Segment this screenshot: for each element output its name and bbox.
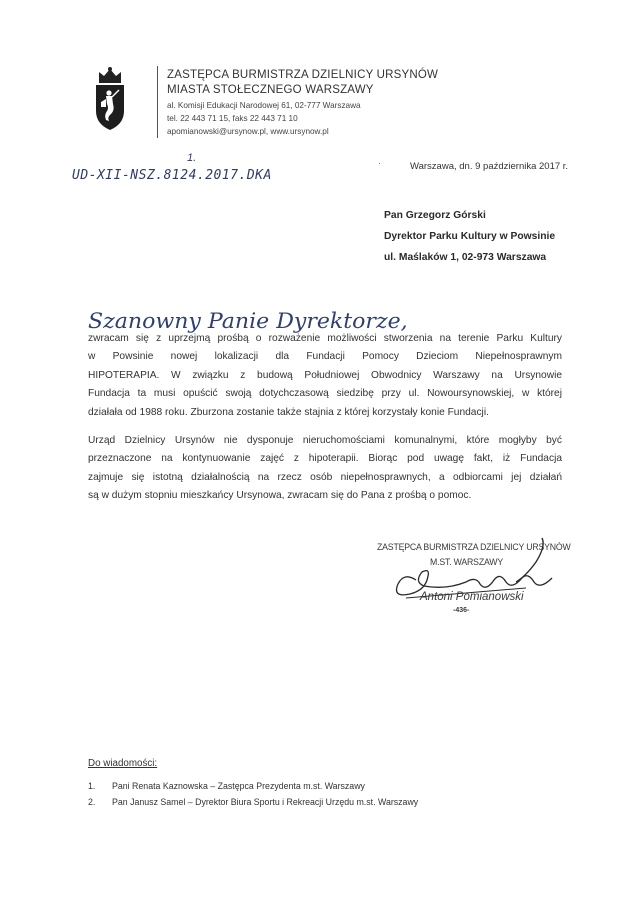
org-phone: tel. 22 443 71 15, faks 22 443 71 10 — [167, 114, 298, 123]
body-paragraph-2 — [88, 432, 562, 506]
salutation-handwritten: Szanowny Panie Dyrektorze, — [88, 309, 408, 333]
cc-item-number: 2. — [88, 797, 96, 807]
cc-title: Do wiadomości: — [88, 758, 158, 769]
separator-dot: · — [378, 158, 381, 168]
org-address: al. Komisji Edukacji Narodowej 61, 02-777 Warszawa — [167, 101, 361, 110]
stamp-title-line2: M.ST. WARSZAWY — [430, 557, 504, 568]
date-line: Warszawa, dn. 9 października 2017 r. — [410, 161, 569, 172]
cc-item-number: 1. — [88, 781, 96, 791]
body-line: są w dużym stopniu mieszkańcy Ursynowa, zwracam się do Pana z prośbą o pomoc. — [88, 490, 472, 502]
body-line: działała od 1988 roku. Zburzona zostanie także stajnia z której korzystały konie Fundacji. — [88, 406, 489, 418]
signatory-name: Antoni Pomianowski — [420, 591, 524, 603]
body-line: w Powsinie nowej lokalizacji dla Fundacji Pomocy Dzieciom Niepełnosprawnym — [88, 351, 562, 363]
body-line: przeznaczone na kontynuowanie zajęć z hipoterapii. Biorąc pod uwagę fakt, iż Fundacja — [88, 453, 562, 465]
recipient-title: Dyrektor Parku Kultury w Powsinie — [384, 231, 556, 242]
body-line: Urząd Dzielnicy Ursynów nie dysponuje nieruchomościami komunalnymi, które mogłyby być — [88, 435, 562, 446]
body-line: zwracam się z uprzejmą prośbą o rozważenie możliwości stworzenia na terenie Parku Kultury — [88, 333, 562, 344]
stamp-number: -436- — [453, 607, 470, 614]
cc-item-text: Pan Janusz Samel – Dyrektor Biura Sportu i Rekreacji Urzędu m.st. Warszawy — [112, 797, 419, 807]
stamp-title-line1: ZASTĘPCA BURMISTRZA DZIELNICY URSYNÓW — [377, 542, 571, 553]
recipient-name: Pan Grzegorz Górski — [384, 210, 486, 221]
warsaw-mermaid-crest-icon — [93, 66, 127, 132]
recipient-address: ul. Maślaków 1, 02-973 Warszawa — [384, 252, 547, 263]
body-line: HIPOTERAPIA. W związku z budową Południowej Obwodnicy Warszawy na Ursynowie — [88, 369, 562, 381]
body-line: Fundacja ta musi opuścić swoją dotychczasową siedzibę przy ul. Nowoursynowskiej, w której — [88, 388, 562, 400]
org-title-line1: ZASTĘPCA BURMISTRZA DZIELNICY URSYNÓW — [167, 69, 439, 81]
letterhead-divider — [157, 66, 158, 138]
org-contact: apomianowski@ursynow.pl, www.ursynow.pl — [167, 127, 329, 136]
body-paragraph-1 — [88, 330, 562, 422]
reference-superscript: 1. — [187, 152, 197, 164]
cc-item-text: Pani Renata Kaznowska – Zastępca Prezydenta m.st. Warszawy — [112, 781, 365, 791]
reference-number: UD-XII-NSZ.8124.2017.DKA — [72, 168, 272, 183]
body-line: zajmuje się istotną działalnością na rzecz osób niepełnosprawnych, a odbiorcami jej działań — [88, 471, 562, 483]
cc-item — [88, 781, 365, 791]
cc-item — [88, 797, 418, 807]
handwritten-signature — [376, 532, 581, 620]
org-title-line2: MIASTA STOŁECZNEGO WARSZAWY — [167, 84, 374, 96]
